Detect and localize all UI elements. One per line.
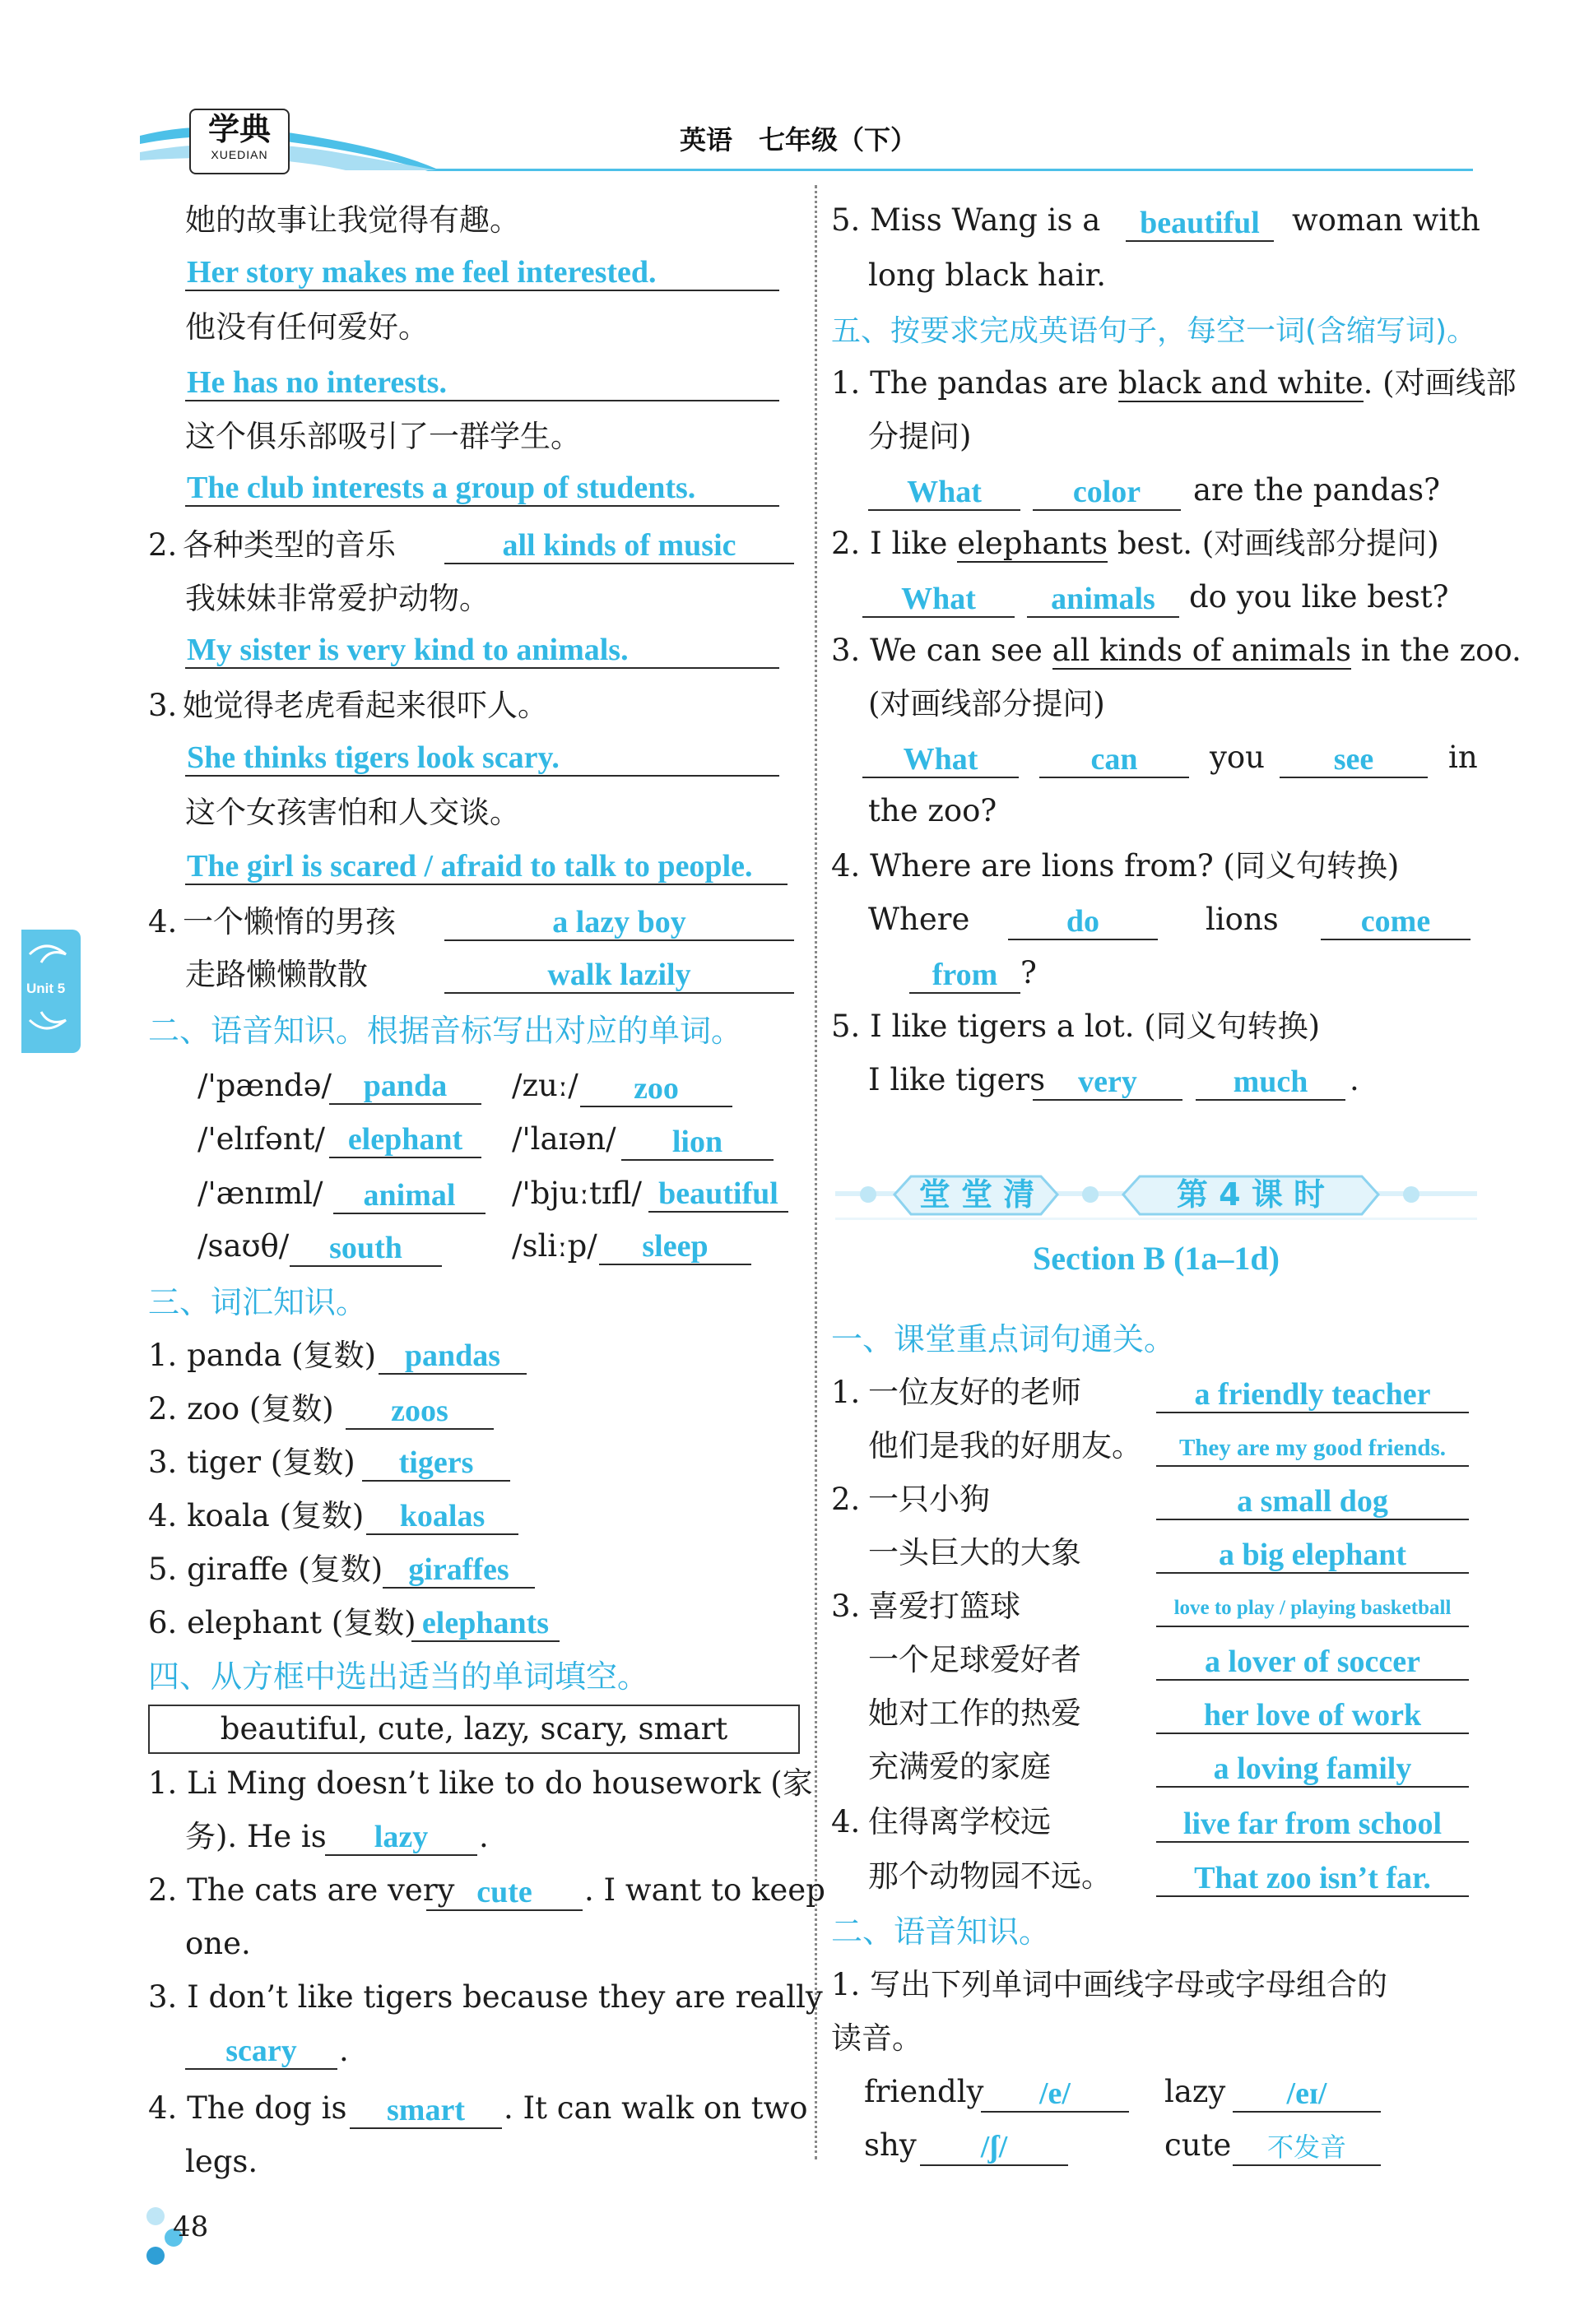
phon-word-friendly: friendly: [864, 2074, 984, 2109]
phon-word-shy: shy: [864, 2127, 917, 2163]
q4-cn: 一个懒惰的男孩: [183, 904, 396, 939]
phon-answer-lazy[interactable]: /eɪ/: [1233, 2075, 1381, 2113]
ipa-elephant: /'elɪfənt/: [197, 1121, 325, 1157]
phonics-section-title: 二、语音知识。: [831, 1913, 1051, 1950]
q2-answer-2[interactable]: My sister is very kind to animals.: [185, 631, 779, 669]
key-number-3: 2.: [831, 1482, 861, 1517]
r3-prefix: 3. We can see: [831, 633, 1052, 668]
key-number-5: 3.: [831, 1589, 861, 1624]
r1-underlined: black and white: [1117, 365, 1364, 401]
r1-answer-2[interactable]: color: [1033, 473, 1181, 511]
fill-1-line-1: 1. Li Ming doesn’t like to do housework (家: [148, 1765, 813, 1801]
r2-answer-1[interactable]: What: [862, 580, 1015, 618]
r3-underlined: all kinds of animals: [1052, 633, 1352, 668]
vocab-answer-4[interactable]: koalas: [366, 1497, 518, 1535]
fill-1-line-2: 务). He is: [185, 1819, 327, 1854]
q4-answer[interactable]: a lazy boy: [444, 903, 794, 941]
phon-word-lazy: lazy: [1164, 2074, 1226, 2109]
ipa-answer-lion[interactable]: lion: [621, 1123, 774, 1161]
key-cn-9: 住得离学校远: [868, 1804, 1051, 1839]
q4-answer-2[interactable]: walk lazily: [444, 956, 794, 994]
r4-line-1: 4. Where are lions from? (同义句转换): [831, 848, 1400, 884]
r5-answer-2[interactable]: much: [1196, 1063, 1345, 1101]
r3-answer-3[interactable]: see: [1280, 740, 1428, 778]
r-q5-line-1b: woman with: [1292, 202, 1480, 238]
phon-answer-friendly[interactable]: /e/: [981, 2075, 1129, 2113]
key-cn-6: 一个足球爱好者: [868, 1642, 1081, 1677]
header-title: 英语 七年级（下）: [680, 124, 918, 155]
q1-answer-3[interactable]: The club interests a group of students.: [185, 469, 779, 507]
q1-cn-3: 这个俱乐部吸引了一群学生。: [185, 419, 581, 454]
key-number-9: 4.: [831, 1804, 861, 1839]
vocab-answer-2[interactable]: zoos: [346, 1392, 494, 1430]
vocab-q-6: 6. elephant (复数): [148, 1605, 416, 1640]
q2-answer[interactable]: all kinds of music: [444, 526, 794, 564]
r4-word-where: Where: [868, 902, 970, 937]
key-cn-7: 她对工作的热爱: [868, 1695, 1081, 1731]
q1-cn-2: 他没有任何爱好。: [185, 309, 429, 345]
r1-answer-1[interactable]: What: [868, 473, 1020, 511]
key-answer-9[interactable]: live far from school: [1156, 1805, 1469, 1843]
ipa-answer-panda[interactable]: panda: [329, 1067, 481, 1105]
q3-number: 3.: [148, 688, 178, 723]
ipa-answer-zoo[interactable]: zoo: [580, 1069, 732, 1107]
key-section-title: 一、课堂重点词句通关。: [831, 1321, 1176, 1357]
r-q5-answer[interactable]: beautiful: [1126, 204, 1274, 242]
fill-2-line-1: 2. The cats are very: [148, 1872, 455, 1908]
lesson-banner: [835, 1152, 1477, 1242]
key-answer-10[interactable]: That zoo isn’t far.: [1156, 1859, 1469, 1897]
r4-answer-1[interactable]: do: [1008, 902, 1158, 940]
key-cn-10: 那个动物园不远。: [868, 1858, 1112, 1894]
ipa-lion: /'laɪən/: [512, 1121, 616, 1157]
r2-answer-2[interactable]: animals: [1027, 580, 1179, 618]
q3-cn: 她觉得老虎看起来很吓人。: [183, 688, 548, 723]
vocab-q-4: 4. koala (复数): [148, 1498, 365, 1533]
ipa-answer-animal[interactable]: animal: [333, 1176, 486, 1214]
r1-tail: are the pandas?: [1193, 472, 1440, 508]
ipa-sleep: /sliːp/: [512, 1228, 597, 1264]
vocab-answer-6[interactable]: elephants: [411, 1604, 560, 1642]
phonics-question-line-2: 读音。: [831, 2020, 922, 2056]
q2-number: 2.: [148, 527, 178, 563]
vocab-q-3: 3. tiger (复数): [148, 1445, 355, 1480]
section-3-title: 三、词汇知识。: [148, 1284, 368, 1320]
r3-answer-2[interactable]: can: [1039, 740, 1189, 778]
fill-3-line-1: 3. I don’t like tigers because they are really: [148, 1979, 823, 2015]
ipa-animal: /'ænɪml/: [197, 1176, 323, 1211]
r3-line-1: [831, 632, 1522, 670]
q1-cn-1: 她的故事让我觉得有趣。: [185, 202, 520, 238]
section-b-title: Section B (1a–1d): [1033, 1240, 1280, 1277]
r2-prefix: 2. I like: [831, 526, 958, 561]
fill-answer-1[interactable]: lazy: [325, 1818, 477, 1856]
r5-answer-1[interactable]: very: [1033, 1063, 1182, 1101]
key-answer-6[interactable]: a lover of soccer: [1156, 1643, 1469, 1681]
phonics-question-line-1: 1. 写出下列单词中画线字母或字母组合的: [831, 1967, 1388, 2002]
r1-prefix: 1. The pandas are: [831, 365, 1118, 401]
q1-answer-2[interactable]: He has no interests.: [185, 364, 779, 401]
key-answer-1[interactable]: a friendly teacher: [1156, 1375, 1469, 1413]
fill-answer-2[interactable]: cute: [426, 1873, 583, 1911]
q3-answer-2[interactable]: The girl is scared / afraid to talk to people.: [185, 847, 788, 885]
r4-answer-3[interactable]: from: [909, 956, 1020, 994]
page-number: 48: [173, 2210, 209, 2243]
r5-line-1: 5. I like tigers a lot. (同义句转换): [831, 1009, 1321, 1044]
r3-line-2: (对画线部分提问): [868, 686, 1105, 721]
fill-4-line-1: 4. The dog is: [148, 2090, 347, 2126]
key-answer-7[interactable]: her love of work: [1156, 1696, 1469, 1734]
r3-answer-1[interactable]: What: [862, 740, 1019, 778]
r3-word-you: you: [1210, 740, 1266, 775]
r4-word-lions: lions: [1206, 902, 1279, 937]
section-2-title: 二、语音知识。根据音标写出对应的单词。: [148, 1013, 743, 1049]
key-answer-2[interactable]: They are my good friends.: [1156, 1429, 1469, 1467]
fill-1-end: .: [479, 1819, 489, 1854]
q2-cn: 各种类型的音乐: [183, 527, 396, 563]
r1-line-2: 分提问): [868, 419, 972, 454]
ipa-answer-south[interactable]: south: [290, 1229, 442, 1267]
vocab-q-2: 2. zoo (复数): [148, 1391, 334, 1426]
vocab-answer-5[interactable]: giraffes: [383, 1551, 535, 1589]
unit-side-tab: [21, 930, 81, 1053]
r2-suffix: best. (对画线部分提问): [1108, 526, 1439, 561]
logo-badge: [189, 109, 290, 174]
key-answer-5[interactable]: love to play / playing basketball: [1156, 1589, 1469, 1627]
word-box-text: beautiful, cute, lazy, scary, smart: [220, 1711, 728, 1746]
key-cn-4: 一头巨大的大象: [868, 1535, 1081, 1570]
r4-answer-2[interactable]: come: [1321, 902, 1471, 940]
phon-word-cute: cute: [1164, 2127, 1232, 2163]
fill-answer-4[interactable]: smart: [350, 2091, 502, 2129]
key-cn-5: 喜爱打篮球: [868, 1589, 1020, 1624]
key-number-1: 1.: [831, 1375, 861, 1410]
logo-subtext: XUEDIAN: [211, 148, 268, 161]
r2-line-1: [831, 525, 1439, 563]
word-box: [148, 1705, 800, 1754]
q1-answer-1[interactable]: Her story makes me feel interested.: [185, 253, 779, 291]
key-answer-3[interactable]: a small dog: [1156, 1482, 1469, 1520]
r1-suffix: . (对画线部: [1363, 365, 1517, 401]
q4-number: 4.: [148, 904, 178, 939]
fill-2-line-1b: . I want to keep: [584, 1872, 825, 1908]
fill-2-line-2: one.: [185, 1926, 251, 1961]
ipa-panda: /'pændə/: [197, 1068, 332, 1103]
key-answer-4[interactable]: a big elephant: [1156, 1536, 1469, 1574]
ipa-south: /saʊθ/: [197, 1228, 290, 1264]
key-cn-8: 充满爱的家庭: [868, 1749, 1051, 1784]
q2-cn-2: 我妹妹非常爱护动物。: [185, 581, 490, 616]
unit-label: Unit 5: [26, 981, 66, 996]
ipa-answer-sleep[interactable]: sleep: [599, 1227, 751, 1265]
logo-text: 学典: [207, 110, 271, 147]
ipa-zoo: /zuː/: [512, 1068, 578, 1103]
r-q5-line-1: 5. Miss Wang is a: [831, 202, 1101, 238]
key-cn-1: 一位友好的老师: [868, 1375, 1081, 1410]
fill-4-line-2: legs.: [185, 2144, 258, 2179]
phon-answer-cute[interactable]: 不发音: [1233, 2128, 1381, 2166]
r-q5-line-2: long black hair.: [868, 257, 1106, 293]
r5-period: .: [1350, 1062, 1359, 1097]
phon-answer-shy[interactable]: /ʃ/: [920, 2128, 1068, 2166]
vocab-q-5: 5. giraffe (复数): [148, 1552, 383, 1587]
fill-4-line-1b: . It can walk on two: [504, 2090, 808, 2126]
key-cn-2: 他们是我的好朋友。: [868, 1428, 1142, 1464]
r3-line-4: the zoo?: [868, 793, 997, 828]
banner-right-text: 第 4 课 时: [1176, 1176, 1326, 1213]
vocab-q-1: 1. panda (复数): [148, 1338, 377, 1373]
key-answer-8[interactable]: a loving family: [1156, 1750, 1469, 1788]
q3-cn-2: 这个女孩害怕和人交谈。: [185, 795, 520, 830]
fill-answer-3[interactable]: scary: [185, 2032, 337, 2070]
section-5-title: 五、按要求完成英语句子，每空一词(含缩写词)。: [831, 314, 1477, 348]
vocab-answer-1[interactable]: pandas: [379, 1337, 527, 1375]
r2-tail: do you like best?: [1189, 579, 1449, 615]
r3-suffix: in the zoo.: [1351, 633, 1522, 668]
key-cn-3: 一只小狗: [868, 1482, 990, 1517]
r5-words: I like tigers: [868, 1062, 1046, 1097]
q3-answer[interactable]: She thinks tigers look scary.: [185, 739, 779, 777]
fill-3-end: .: [339, 2033, 349, 2068]
r4-question-mark: ?: [1020, 955, 1037, 990]
r3-word-in: in: [1448, 740, 1478, 775]
r2-underlined: elephants: [957, 526, 1108, 561]
ipa-answer-elephant[interactable]: elephant: [329, 1120, 481, 1158]
column-divider: [815, 185, 817, 2159]
ipa-beautiful: /'bjuːtɪfl/: [512, 1176, 642, 1211]
vocab-answer-3[interactable]: tigers: [362, 1444, 510, 1482]
section-4-title: 四、从方框中选出适当的单词填空。: [148, 1658, 649, 1695]
ipa-answer-beautiful[interactable]: beautiful: [648, 1175, 788, 1213]
banner-left-text: 堂 堂 清: [918, 1176, 1035, 1213]
r1-line-1: [831, 364, 1517, 402]
q4-cn-2: 走路懒懒散散: [185, 957, 368, 992]
